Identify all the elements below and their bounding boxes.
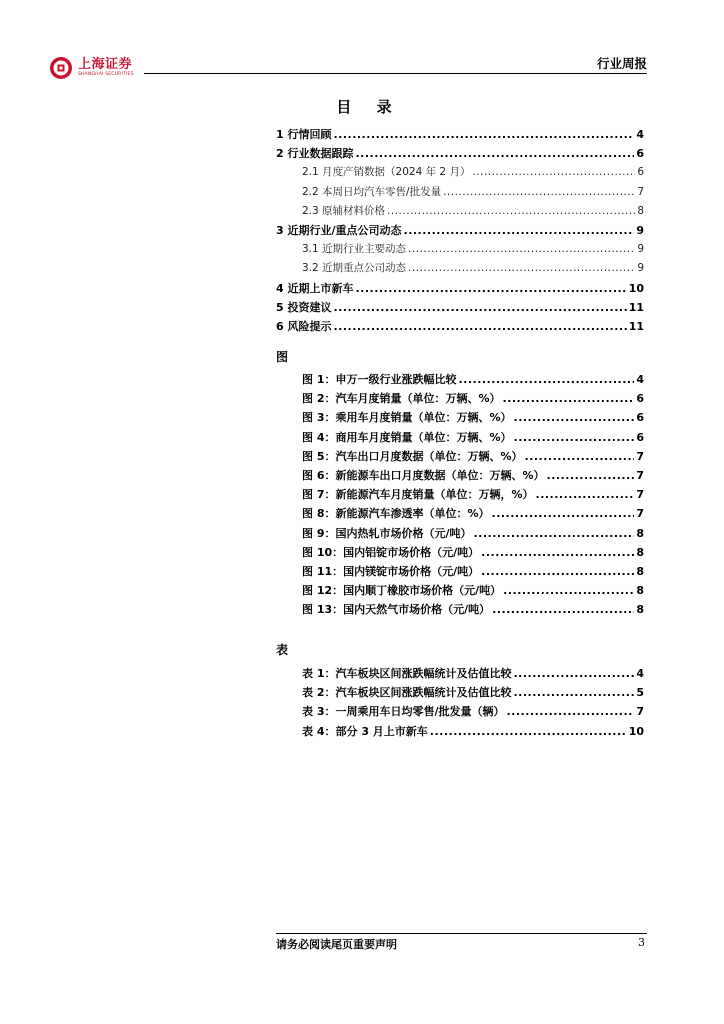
figure-entry[interactable] bbox=[276, 409, 644, 428]
toc-entry-page: 6 bbox=[637, 166, 644, 179]
figure-entry-page: 8 bbox=[636, 584, 644, 598]
dot-leader bbox=[408, 262, 635, 274]
toc-entry-page: 4 bbox=[636, 128, 644, 141]
toc-entry[interactable] bbox=[276, 280, 644, 299]
report-type-label: 行业周报 bbox=[596, 56, 647, 71]
logo-name-en: SHANGHAI SECURITIES bbox=[78, 72, 134, 77]
figure-entry[interactable] bbox=[276, 544, 644, 563]
figure-entry[interactable] bbox=[276, 448, 644, 467]
dot-leader bbox=[404, 224, 635, 237]
figure-entry-page: 7 bbox=[636, 488, 644, 502]
figure-entry-page: 8 bbox=[636, 603, 644, 617]
toc-entry[interactable] bbox=[276, 203, 644, 222]
figure-entry-label: 图 13：国内天然气市场价格（元/吨） bbox=[302, 603, 491, 617]
toc-entry-label: 5 投资建议 bbox=[276, 300, 332, 314]
figure-entry-label: 图 8：新能源汽车渗透率（单位：%） bbox=[302, 507, 490, 521]
dot-leader bbox=[492, 603, 634, 616]
dot-leader bbox=[333, 128, 634, 141]
figure-entry-label: 图 11：国内镁锭市场价格（元/吨） bbox=[302, 564, 480, 578]
figure-entry-label: 图 4：商用车月度销量（单位：万辆、%） bbox=[302, 430, 512, 444]
dot-leader bbox=[333, 301, 626, 314]
figure-entry[interactable] bbox=[276, 371, 644, 390]
table-entry-label: 表 3：一周乘用车日均零售/批发量（辆） bbox=[302, 705, 505, 719]
disclaimer-note: 请务必阅读尾页重要声明 bbox=[276, 938, 397, 951]
table-entry[interactable] bbox=[276, 703, 644, 722]
page-title: 目 录 bbox=[336, 98, 402, 116]
toc-entry[interactable] bbox=[276, 318, 644, 337]
dot-leader bbox=[355, 282, 626, 295]
dot-leader bbox=[474, 527, 635, 540]
dot-leader bbox=[481, 546, 634, 559]
toc-entry[interactable] bbox=[276, 299, 644, 318]
dot-leader bbox=[513, 686, 634, 699]
toc-entry-page: 11 bbox=[628, 319, 644, 333]
dot-leader bbox=[513, 667, 634, 680]
table-entry-label: 表 1：汽车板块区间涨跌幅统计及估值比较 bbox=[302, 667, 512, 680]
toc-entry-label: 4 近期上市新车 bbox=[276, 281, 354, 295]
figure-entry[interactable] bbox=[276, 429, 644, 448]
toc-entry[interactable] bbox=[276, 126, 644, 145]
figure-entry[interactable] bbox=[276, 467, 644, 486]
toc-entry[interactable] bbox=[276, 260, 644, 279]
figure-entry[interactable] bbox=[276, 486, 644, 505]
toc-entry-label: 2 行业数据跟踪 bbox=[276, 147, 354, 161]
table-entry-page: 5 bbox=[636, 686, 644, 700]
toc-entry-page: 11 bbox=[628, 300, 644, 314]
toc-entry-label: 2.1 月度产销数据（2024 年 2 月） bbox=[302, 166, 471, 179]
figure-entry-page: 4 bbox=[636, 373, 644, 386]
dot-leader bbox=[514, 411, 635, 424]
seal-icon bbox=[49, 56, 73, 80]
toc-entry[interactable] bbox=[276, 164, 644, 183]
toc-entry-label: 3 近期行业/重点公司动态 bbox=[276, 223, 402, 237]
dot-leader bbox=[387, 205, 635, 217]
figure-entry-page: 8 bbox=[636, 545, 644, 559]
figures-heading: 图 bbox=[276, 350, 289, 364]
dot-leader bbox=[333, 320, 626, 333]
toc-entry-label: 2.3 原辅材料价格 bbox=[302, 204, 386, 217]
dot-leader bbox=[536, 488, 635, 501]
table-entry-page: 10 bbox=[628, 724, 644, 738]
page-number: 3 bbox=[638, 936, 645, 949]
dot-leader bbox=[525, 450, 635, 463]
figure-entry-page: 6 bbox=[636, 430, 644, 444]
dot-leader bbox=[492, 507, 635, 520]
dot-leader bbox=[481, 565, 634, 578]
figure-entry[interactable] bbox=[276, 563, 644, 582]
company-logo bbox=[49, 55, 134, 81]
list-of-figures bbox=[276, 371, 644, 620]
dot-leader bbox=[514, 431, 635, 444]
toc-entry[interactable] bbox=[276, 222, 644, 241]
toc-entry-page: 9 bbox=[637, 243, 644, 256]
dot-leader bbox=[430, 725, 627, 738]
dot-leader bbox=[507, 705, 635, 718]
figure-entry-page: 6 bbox=[636, 392, 644, 406]
table-entry-label: 表 4：部分 3 月上市新车 bbox=[302, 724, 428, 738]
figure-entry[interactable] bbox=[276, 582, 644, 601]
figure-entry[interactable] bbox=[276, 601, 644, 620]
toc-entry-page: 10 bbox=[628, 281, 644, 295]
figure-entry-page: 6 bbox=[636, 411, 644, 425]
dot-leader bbox=[472, 166, 635, 178]
table-entry-label: 表 2：汽车板块区间涨跌幅统计及估值比较 bbox=[302, 686, 512, 700]
toc-entry-page: 9 bbox=[637, 262, 644, 275]
dot-leader bbox=[547, 469, 635, 482]
toc-entry-label: 3.1 近期行业主要动态 bbox=[302, 243, 407, 256]
toc-entry-page: 9 bbox=[636, 223, 644, 237]
figure-entry-label: 图 1：申万一级行业涨跌幅比较 bbox=[302, 373, 457, 386]
dot-leader bbox=[503, 392, 635, 405]
logo-name-cn: 上海证券 bbox=[78, 57, 133, 72]
figure-entry[interactable] bbox=[276, 505, 644, 524]
figure-entry-page: 7 bbox=[636, 468, 644, 482]
figure-entry-page: 8 bbox=[636, 526, 644, 540]
dot-leader bbox=[503, 584, 634, 597]
table-of-contents bbox=[276, 126, 644, 337]
table-entry[interactable] bbox=[276, 665, 644, 684]
figure-entry-label: 图 6：新能源车出口月度数据（单位：万辆、%） bbox=[302, 468, 545, 482]
figure-entry-label: 图 7：新能源汽车月度销量（单位：万辆，%） bbox=[302, 488, 534, 502]
dot-leader bbox=[458, 373, 634, 386]
list-of-tables bbox=[276, 665, 644, 742]
toc-entry[interactable] bbox=[276, 241, 644, 260]
table-entry[interactable] bbox=[276, 684, 644, 703]
figure-entry-page: 7 bbox=[636, 449, 644, 463]
figure-entry[interactable] bbox=[276, 525, 644, 544]
figure-entry-label: 图 5：汽车出口月度数据（单位：万辆、%） bbox=[302, 449, 523, 463]
dot-leader bbox=[355, 147, 634, 160]
figure-entry-page: 8 bbox=[636, 564, 644, 578]
toc-entry-page: 7 bbox=[637, 185, 644, 198]
figure-entry-page: 7 bbox=[636, 507, 644, 521]
figure-entry-label: 图 10：国内铝锭市场价格（元/吨） bbox=[302, 545, 480, 559]
toc-entry-label: 3.2 近期重点公司动态 bbox=[302, 262, 407, 275]
dot-leader bbox=[443, 186, 635, 198]
figure-entry[interactable] bbox=[276, 390, 644, 409]
footer-divider bbox=[276, 933, 647, 934]
header-divider bbox=[144, 73, 647, 74]
toc-entry-label: 1 行情回顾 bbox=[276, 128, 332, 141]
figure-entry-label: 图 3：乘用车月度销量（单位：万辆、%） bbox=[302, 411, 512, 425]
toc-entry[interactable] bbox=[276, 145, 644, 164]
toc-entry-page: 8 bbox=[637, 204, 644, 217]
table-entry[interactable] bbox=[276, 723, 644, 742]
figure-entry-label: 图 9：国内热轧市场价格（元/吨） bbox=[302, 526, 472, 540]
table-entry-page: 4 bbox=[636, 667, 644, 680]
toc-entry[interactable] bbox=[276, 184, 644, 203]
figure-entry-label: 图 2：汽车月度销量（单位：万辆、%） bbox=[302, 392, 501, 406]
toc-entry-label: 6 风险提示 bbox=[276, 319, 332, 333]
tables-heading: 表 bbox=[276, 643, 289, 657]
toc-entry-label: 2.2 本周日均汽车零售/批发量 bbox=[302, 185, 442, 198]
dot-leader bbox=[408, 243, 635, 255]
table-entry-page: 7 bbox=[636, 705, 644, 719]
toc-entry-page: 6 bbox=[636, 147, 644, 161]
figure-entry-label: 图 12：国内顺丁橡胶市场价格（元/吨） bbox=[302, 584, 502, 598]
